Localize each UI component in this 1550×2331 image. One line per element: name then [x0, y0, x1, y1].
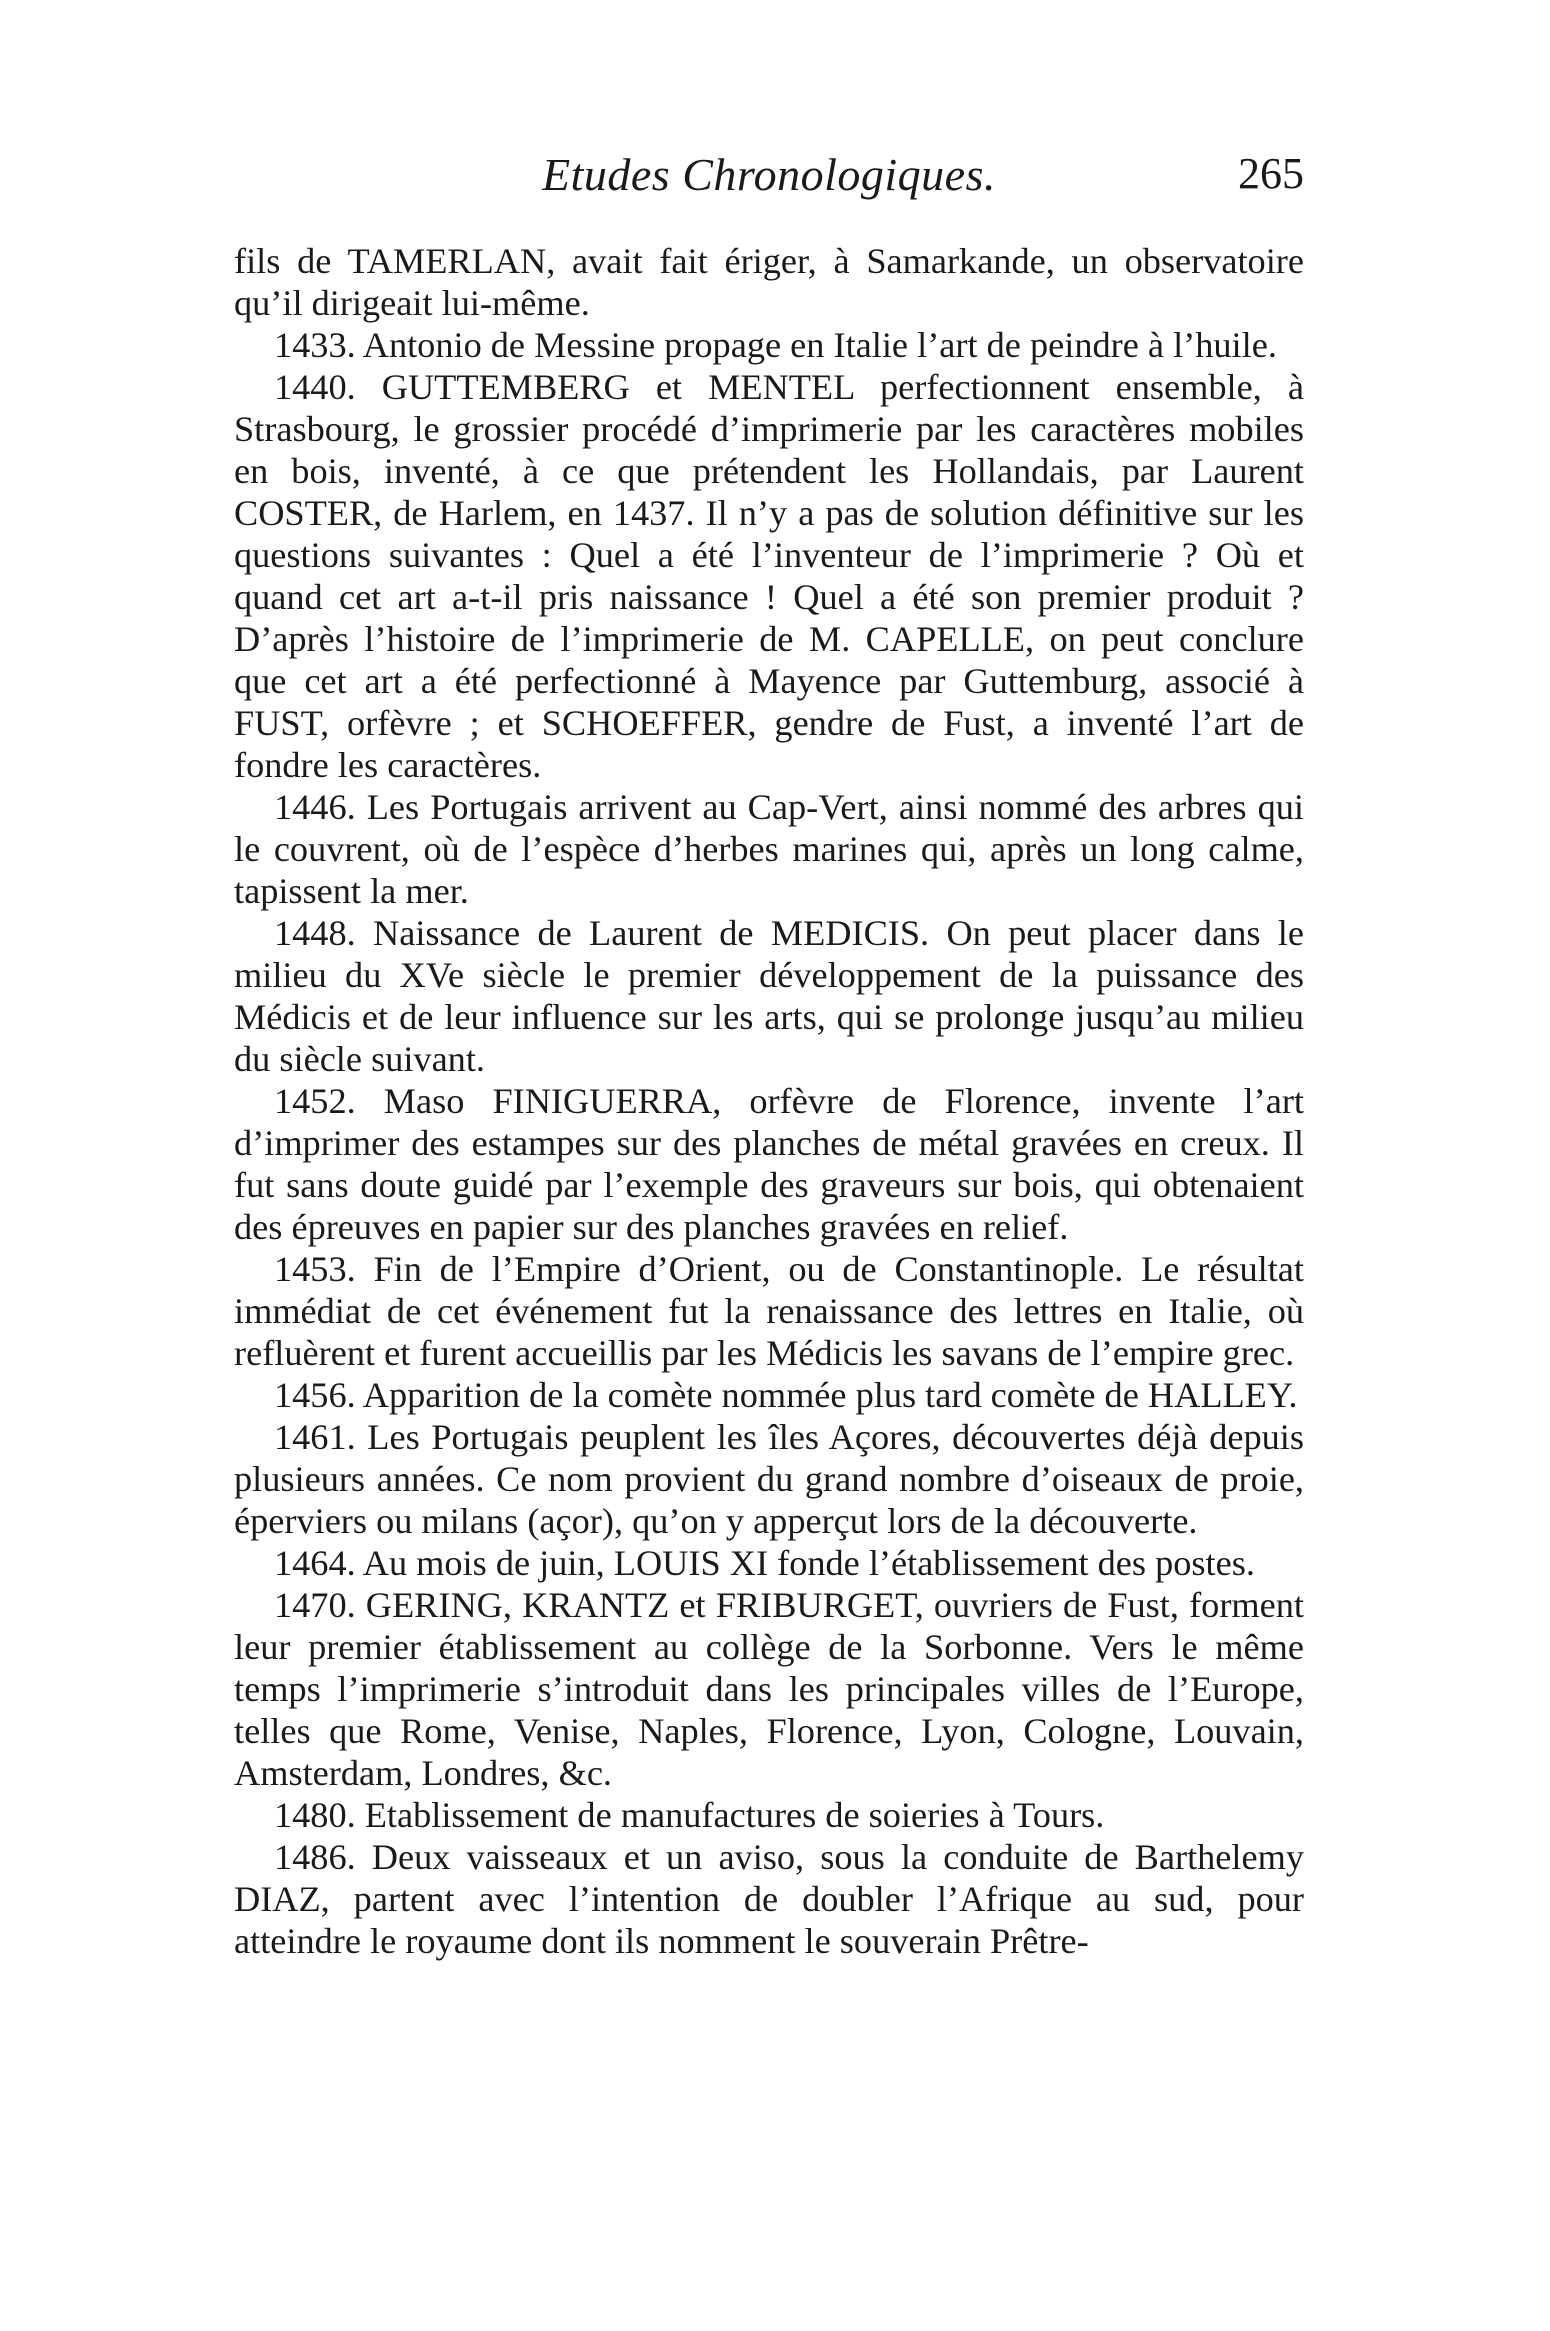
- entry-1486: 1486. Deux vaisseaux et un aviso, sous la conduite de Barthelemy DIAZ, partent avec l’intention de doubler l’Afrique au sud, pour atteindre le royaume dont ils nomment le souverain Prêtre-: [234, 1837, 1304, 1961]
- entry-1470: 1470. GERING, KRANTZ et FRIBURGET, ouvriers de Fust, forment leur premier établissement au collège de la Sorbonne. Vers le même temps l’imprimerie s’introduit dans les principales villes de l’Europe, telles que Rome, Venise, Naples, Florence, Lyon, Cologne, Louvain, Amsterdam, Londres, &c.: [234, 1585, 1304, 1793]
- entry-1452: 1452. Maso FINIGUERRA, orfèvre de Florence, invente l’art d’imprimer des estampes sur des planches de métal gravées en creux. Il fut sans doute guidé par l’exemple des graveurs sur bois, qui obtenaient des épreuves en papier sur des planches gravées en relief.: [234, 1081, 1304, 1247]
- entry-1461: 1461. Les Portugais peuplent les îles Açores, découvertes déjà depuis plusieurs années. Ce nom provient du grand nombre d’oiseaux de proie, éperviers ou milans (açor), qu’on y apperçut lors de la découverte.: [234, 1417, 1304, 1541]
- book-page: [234, 140, 1304, 1962]
- entry-1456: 1456. Apparition de la comète nommée plus tard comète de HALLEY.: [274, 1375, 1298, 1415]
- entry-1446: 1446. Les Portugais arrivent au Cap-Vert, ainsi nommé des arbres qui le couvrent, où de l’espèce d’herbes marines qui, après un long calme, tapissent la mer.: [234, 787, 1304, 911]
- body-text: [234, 240, 1304, 1962]
- running-title: Etudes Chronologiques.: [542, 149, 996, 200]
- entry-1448: 1448. Naissance de Laurent de MEDICIS. On peut placer dans le milieu du XVe siècle le premier développement de la puissance des Médicis et de leur influence sur les arts, qui se prolonge jusqu’au milieu du siècle suivant.: [234, 913, 1304, 1079]
- page-number: 265: [1238, 149, 1304, 198]
- entry-1464: 1464. Au mois de juin, LOUIS XI fonde l’établissement des postes.: [274, 1543, 1255, 1583]
- entry-1440: 1440. GUTTEMBERG et MENTEL perfectionnent ensemble, à Strasbourg, le grossier procédé d’imprimerie par les caractères mobiles en bois, inventé, à ce que prétendent les Hollandais, par Laurent COSTER, de Harlem, en 1437. Il n’y a pas de solution définitive sur les questions suivantes : Quel a été l’inventeur de l’imprimerie ? Où et quand cet art a-t-il pris naissance ! Quel a été son premier produit ? D’après l’histoire de l’imprimerie de M. CAPELLE, on peut conclure que cet art a été perfectionné à Mayence par Guttemburg, associé à FUST, orfèvre ; et SCHOEFFER, gendre de Fust, a inventé l’art de fondre les caractères.: [234, 367, 1304, 785]
- paragraph-continuation: fils de TAMERLAN, avait fait ériger, à Samarkande, un observatoire qu’il dirigeait lui-même.: [234, 241, 1304, 323]
- entry-1453: 1453. Fin de l’Empire d’Orient, ou de Constantinople. Le résultat immédiat de cet événement fut la renaissance des lettres en Italie, où refluèrent et furent accueillis par les Médicis les savans de l’empire grec.: [234, 1249, 1304, 1373]
- page-header: [234, 140, 1304, 220]
- entry-1433: 1433. Antonio de Messine propage en Italie l’art de peindre à l’huile.: [274, 325, 1277, 365]
- entry-1480: 1480. Etablissement de manufactures de soieries à Tours.: [274, 1795, 1105, 1835]
